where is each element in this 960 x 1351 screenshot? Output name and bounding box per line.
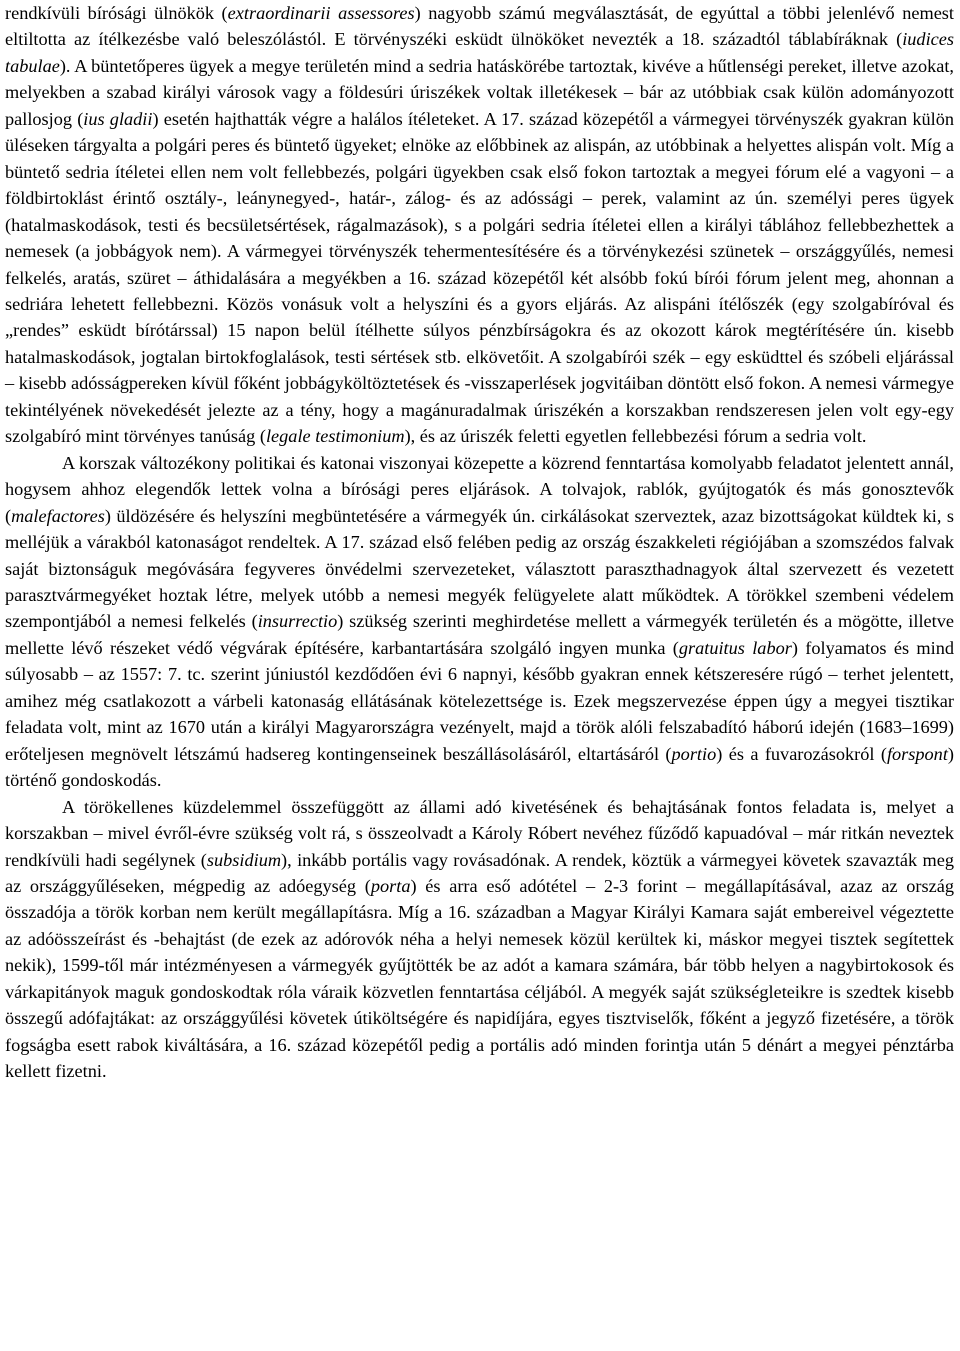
paragraph: A korszak változékony politikai és katonai viszonyai közepette a közrend fenntartása komolyabb feladatot jelentett annál, hogysem ahhoz elegendők lettek volna a bírósági peres eljárások. A tolvajok, rablók, gyújtogatók és más gonosztevők (malefactores) üldözésére és helyszíni megbüntetésére a vármegyék ún. cirkálásokat szerveztek, azaz bizottságokat küldtek ki, s melléjük a várakból katonaságot rendeltek. A 17. század első felében pedig az ország északkeleti régiójában a szomszédos falvak saját biztonságuk megóvására fegyveres önvédelmi szervezeteket, választott paraszthadnagyok által szervezett és vezetett parasztvármegyéket hoztak létre, melyek utóbb a nemesi megyék felügyelete alatt működtek. A törökkel szembeni védelem szempontjából a nemesi felkelés (insurrectio) szükség szerinti meghirdetése mellett a vármegyék területén és a mögötte, illetve mellette lévő részeket védő végvárak építésére, karbantartására szolgáló ingyen munka (gratuitus labor) folyamatos és mind súlyosabb – az 1557: 7. tc. szerint júniustól kezdődően évi 6 napnyi, később gyakran ennek kétszeresére rúgó – terhet jelentett, amihez még csatlakozott a várbeli katonaság ellátásának kötelezettsége is. Ezek megszervezése éppen úgy a megyei tisztikar feladata volt, mint az 1670 után a királyi Magyarországra vezényelt, majd a török alóli felszabadító háború idején (1683–1699) erőteljesen megnövelt létszámú hadsereg kontingenseinek beszállásolásáról, eltartásáról (portio) és a fuvarozásokról (forspont) történő gondoskodás.: [5, 452, 954, 791]
paragraph: A törökellenes küzdelemmel összefüggött az állami adó kivetésének és behajtásának fontos feladata is, melyet a korszakban – mivel évről-évre szükség volt rá, s összeolvadt a Károly Róbert nevéhez fűződő kapuadóval – már ritkán neveztek rendkívüli hadi segélynek (subsidium), inkább portális vagy rovásadónak. A rendek, köztük a vármegyei követek szavazták meg az országgyűléseken, mégpedig az adóegység (porta) és arra eső adótétel – 2-3 forint – megállapításával, azaz az ország összadója a török korban nem került megállapításra. Míg a 16. században a Magyar Királyi Kamara saját embereivel végeztette az adóösszeírást és -behajtást (de ezek az adórovók néha a helyi nemesek közül kerültek ki, máskor megyei tisztek segítettek nekik), 1599-től már intézményesen a vármegyék gyűjtötték be az adót a kamara számára, bár több helyen a nagybirtokosok és várkapitányok maguk gondoskodtak róla váraik közvetlen fenntartása céljából. A megyék saját szükségleteikre is szedtek kisebb összegű adófajtákat: az országgyűlési követek útiköltségére és napidíjára, egyes tisztviselők, főként a jegyző fizetésére, a török fogságba esett rabok kiváltására, a 16. század közepétől pedig a portális adó minden forintja után 5 dénárt a megyei pénztárba kellett fizetni.: [5, 796, 954, 1082]
latin-term: porta: [370, 875, 411, 896]
latin-term: iudices tabulae: [5, 29, 954, 76]
latin-term: ius gladii: [83, 108, 153, 129]
latin-term: legale testimonium: [265, 426, 405, 447]
latin-term: extraordinarii assessores: [227, 3, 415, 23]
latin-term: gratuitus labor: [678, 637, 792, 658]
paragraph: rendkívüli bírósági ülnökök (extraordinarii assessores) nagyobb számú megválasztását, de egyúttal a többi jelenlévő nemest eltiltotta az ítélkezésbe való beleszólástól. E törvényszéki esküdt ülnököket nevezték a 18. századtól táblabíráknak (iudices tabulae). A büntetőperes ügyek a megye területén mind a sedria hatáskörébe tartoztak, kivéve a hűtlenségi pereket, illetve azokat, melyekben a szabad királyi városok vagy a földesúri úriszékek voltak illetékesek – bár az utóbbiak csak külön adományozott pallosjog (ius gladii) esetén hajthatták végre a halálos ítéleteket. A 17. század közepétől a vármegyei törvényszék gyakran külön üléseken tárgyalta a polgári peres és büntető ügyeket; elnöke az előbbinek az alispán, az utóbbinak a helyettes alispán volt. Míg a büntető sedria ítéletei ellen nem volt fellebbezés, polgári ügyekben csak első fokon tartoztak a megyei fórum elé a vagyoni – a földbirtoklást érintő osztály-, leánynegyed-, határ-, zálog- és az adóssági – perek, valamint az ún. személyi peres ügyek (hatalmaskodások, testi és becsületsértések, rágalmazások), s a polgári sedria ítéletei ellen a királyi táblához fellebbezhettek a nemesek (a jobbágyok nem). A vármegyei törvényszék tehermentesítésére és a törvénykezési szünetek – országgyűlés, nemesi felkelés, aratás, szüret – áthidalására a megyékben a 16. század közepétől két alsóbb fokú bírói fórum jelent meg, ahonnan a sedriára lehetett fellebbezni. Közös vonásuk volt a helyszíni és a gyors eljárás. Az alispáni ítélőszék (egy szolgabíróval és „rendes” esküdt bírótárssal) 15 napon belül ítélhette súlyos pénzbírságokra és az okozott károk megtérítésére ún. kisebb hatalmaskodások, jogtalan birtokfoglalások, testi sértések stb. elkövetőit. A szolgabírói szék – egy esküdttel és szóbeli eljárással – kisebb adósságpereken kívül főként jobbágyköltöztetések és -visszaperlések jogvitáiban döntött első fokon. A nemesi vármegye tekintélyének növekedését jelezte az a tény, hogy a magánuradalmak úriszékén a korszakban rendszeresen jelen volt egy-egy szolgabíró mint törvényes tanúság (legale testimonium), és az úriszék feletti egyetlen fellebbezési fórum a sedria volt.: [5, 3, 955, 447]
latin-term: malefactores: [11, 505, 105, 526]
latin-term: subsidium: [206, 849, 282, 870]
document-page: [5, 0, 954, 1085]
latin-term: insurrectio: [257, 611, 338, 632]
latin-term: portio: [671, 743, 717, 764]
latin-term: forspont: [886, 743, 948, 764]
